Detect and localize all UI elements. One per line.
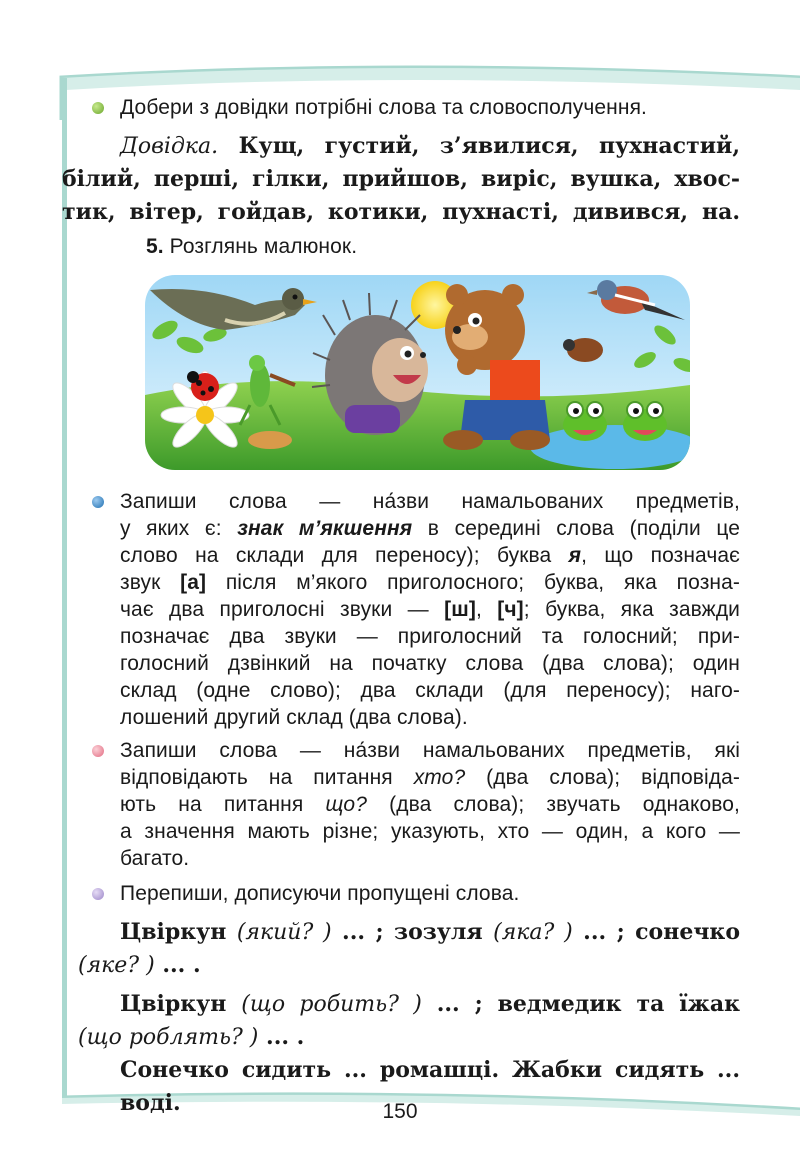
reference-label: Довідка. <box>120 134 219 159</box>
reference-line-1 <box>120 130 740 163</box>
task-a-text: ; буква, яка завжди <box>523 598 741 621</box>
question-what: що? <box>325 793 367 816</box>
task-b-line-1: Запиши слова — на́зви намальованих предметів, які <box>120 739 740 762</box>
exercise-line-2 <box>78 949 738 982</box>
forest-illustration <box>145 275 690 470</box>
task-a-line-5 <box>120 596 740 623</box>
task-a-text: , що позначає <box>581 544 740 567</box>
task-a-text: в середині слова (поділи це <box>412 517 741 540</box>
exercise-line-1 <box>120 916 740 949</box>
exercise-text: ... . <box>258 1024 305 1050</box>
question-hint: (яка? ) <box>493 920 573 945</box>
task-a-text: звук <box>120 571 181 594</box>
task-a-line-1: Запиши слова — на́зви намальованих предметів, <box>120 490 740 513</box>
task-b-text: (два слова); відповіда- <box>465 766 741 789</box>
pink-bullet-icon <box>92 745 104 757</box>
blue-bullet-icon <box>92 496 104 508</box>
exercise-text: ... ; зозуля <box>331 919 494 945</box>
task-a-text: , <box>475 598 498 621</box>
question-hint: (що робить? ) <box>241 992 422 1017</box>
soft-sign-term: знак м’якшення <box>237 517 413 540</box>
sound-sh: [ш] <box>444 598 476 621</box>
task-a-line-3 <box>120 542 740 569</box>
question-hint: (яке? ) <box>78 953 155 978</box>
task-b-line-3 <box>120 791 740 818</box>
task-a-text: у яких є: <box>120 517 238 540</box>
exercise-text: ... ; сонечко <box>572 919 740 945</box>
sound-a: [а] <box>180 571 207 594</box>
exercise-text: Цвіркун <box>120 991 242 1017</box>
question-hint: (який? ) <box>236 920 332 945</box>
exercise-line-4 <box>78 1021 738 1054</box>
task-a-text: після м’якого приголосного; буква, яка позна- <box>206 571 740 594</box>
exercise-line-5: Сонечко сидить ... ромашці. Жабки сидять ... воді. <box>120 1057 740 1116</box>
task-b-line-2 <box>120 764 740 791</box>
task-a-line-2 <box>120 515 740 542</box>
task-a-line-9: лошений другий склад (два слова). <box>120 706 468 729</box>
task-a-line-4 <box>120 569 740 596</box>
task-a-line-7: голосний дзвінкий на початку слова (два слова); один <box>120 652 740 675</box>
sound-ch: [ч] <box>497 598 524 621</box>
task-c-instruction: Перепиши, дописуючи пропущені слова. <box>120 882 520 905</box>
reference-line-3: тик, вітер, гойдав, котики, пухнасті, дивився, на. <box>62 199 740 225</box>
exercise-text: ... . <box>154 952 201 978</box>
violet-bullet-icon <box>92 888 104 900</box>
task5-text: Розглянь малюнок. <box>163 235 358 258</box>
green-bullet-icon <box>92 102 104 114</box>
exercise-line-3 <box>120 988 740 1021</box>
reference-words-1: Кущ, густий, з’явилися, пухнастий, <box>218 133 740 159</box>
task-b-line-5: багато. <box>120 847 190 870</box>
question-hint: (що роблять? ) <box>78 1025 259 1050</box>
task-a-text: чає два приголосні звуки — <box>120 598 445 621</box>
task5-heading <box>146 233 796 260</box>
question-who: хто? <box>413 766 466 789</box>
task-a-text: слово на склади для переносу); буква <box>120 544 569 567</box>
page-number: 150 <box>382 1100 418 1123</box>
task-b-text: відповідають на питання <box>120 766 414 789</box>
task-b-text: (два слова); звучать однаково, <box>366 793 740 816</box>
reference-line-2: білий, перші, гілки, прийшов, виріс, вушка, хвос- <box>62 166 740 192</box>
task-a-line-6: позначає два звуки — приголосний та голосний; при- <box>120 625 740 648</box>
task-b-text: ють на питання <box>120 793 326 816</box>
task-a-line-8: склад (одне слово); два склади (для переносу); наго- <box>120 679 740 702</box>
letter-ya: я <box>568 544 582 567</box>
task1-instruction: Добери з довідки потрібні слова та словосполучення. <box>120 96 647 119</box>
task-b-line-4: а значення мають різне; указують, хто — один, а кого — <box>120 820 740 843</box>
task5-number: 5. <box>146 235 164 258</box>
exercise-text: Цвіркун <box>120 919 237 945</box>
exercise-text: ... ; ведмедик та їжак <box>421 991 740 1017</box>
